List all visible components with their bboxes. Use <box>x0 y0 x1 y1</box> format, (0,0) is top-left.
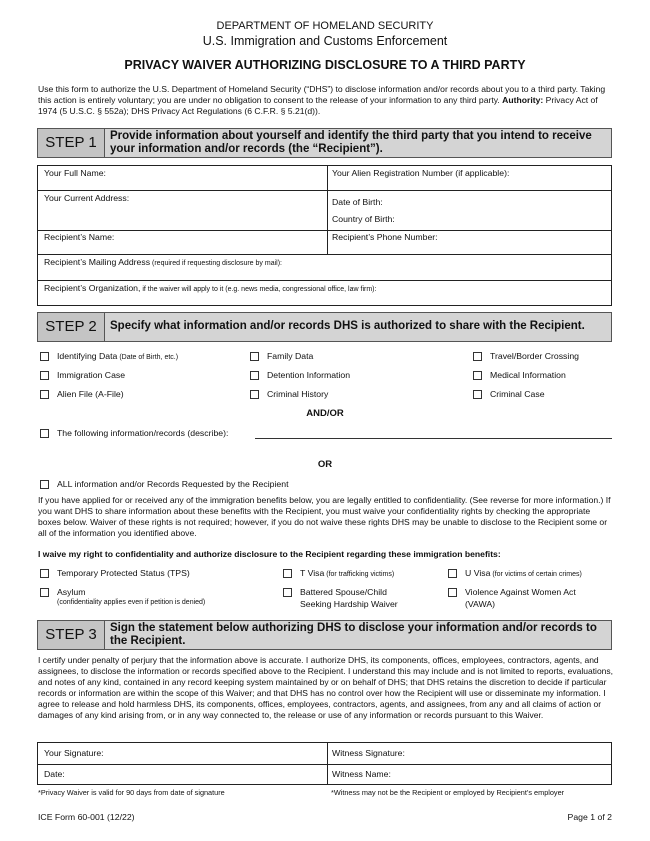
asylum-note: (confidentiality applies even if petition is denied) <box>57 599 206 606</box>
asylum-checkbox[interactable] <box>40 588 49 597</box>
describe-records-input[interactable] <box>255 438 612 439</box>
alien-number-field[interactable]: Your Alien Registration Number (if applicable): <box>332 168 510 178</box>
travel-border-label: Travel/Border Crossing <box>490 351 579 361</box>
medical-info-label: Medical Information <box>490 370 566 380</box>
family-data-checkbox[interactable] <box>250 352 259 361</box>
u-visa-checkbox[interactable] <box>448 569 457 578</box>
step3-number: STEP 3 <box>38 621 105 649</box>
criminal-case-label: Criminal Case <box>490 389 545 399</box>
asylum-label: Asylum <box>57 587 86 597</box>
and-or-separator: AND/OR <box>306 408 344 419</box>
describe-records-label: The following information/records (describe): <box>57 428 229 438</box>
medical-info-checkbox[interactable] <box>473 371 482 380</box>
t-visa-label: T Visa (for trafficking victims) <box>300 568 395 578</box>
full-name-field[interactable]: Your Full Name: <box>44 168 106 178</box>
alien-file-checkbox[interactable] <box>40 390 49 399</box>
battered-spouse-checkbox[interactable] <box>283 588 292 597</box>
organization-field[interactable]: Recipient’s Organization, if the waiver will apply to it (e.g. news media, congressional office, law firm): <box>44 283 377 293</box>
dob-field[interactable]: Date of Birth: <box>332 197 383 207</box>
step2-header <box>37 312 612 342</box>
u-visa-label: U Visa (for victims of certain crimes) <box>465 568 582 578</box>
intro-paragraph: Use this form to authorize the U.S. Department of Homeland Security (“DHS”) to disclose information and/or records about you to a third party. Taking this action is entirely voluntary; you are under no obligation to consent to the release of your information to any third party. Authority: Privacy Act of 1974 (5 U.S.C. § 552a); DHS Privacy Act Regulations (6 C.F.R. § 5.21(d)). <box>38 84 606 116</box>
agency-name: U.S. Immigration and Customs Enforcement <box>202 34 448 48</box>
validity-note: *Privacy Waiver is valid for 90 days from date of signature <box>38 788 225 797</box>
witness-note: *Witness may not be the Recipient or employed by Recipient’s employer <box>331 788 565 797</box>
step3-header <box>37 620 612 650</box>
page-number: Page 1 of 2 <box>567 812 612 822</box>
date-field[interactable]: Date: <box>44 769 65 779</box>
witness-name-field[interactable]: Witness Name: <box>332 769 391 779</box>
detention-info-checkbox[interactable] <box>250 371 259 380</box>
vawa-label: Violence Against Women Act <box>465 587 576 597</box>
travel-border-checkbox[interactable] <box>473 352 482 361</box>
step3-instruction: Sign the statement below authorizing DHS to disclose your information and/or records to the Recipient. <box>110 622 597 647</box>
battered-spouse-label: Battered Spouse/Child <box>300 587 387 597</box>
detention-info-label: Detention Information <box>267 370 351 380</box>
signature-table <box>37 742 612 785</box>
all-records-checkbox[interactable] <box>40 480 49 489</box>
recipient-name-field[interactable]: Recipient’s Name: <box>44 232 115 242</box>
certification-paragraph: I certify under penalty of perjury that the information above is accurate. I authorize DHS, its components, offices, employees, contractors, agents, and assignees, to disclose the information or records specified above to the Recipient. I understand this may include and is not limited to reports, evaluations, and notes of any kind, contained in any record keeping system maintained by or on behalf of DHS; that DHS retains the discretion to decide if particular records or information are within the scope of this Waiver; and that DHS has no control over how the Recipient will use or disseminate my information. I agree to release and hold harmless DHS, its components, offices, employees, contractors, agents, and assignees, from any and all claims of action or damages of any kind arising from, or in any way connected to, the release or use of any information or records pursuant to this Waiver. <box>38 655 614 720</box>
criminal-history-label: Criminal History <box>267 389 329 399</box>
step1-instruction: Provide information about yourself and identify the third party that you intend to receive your information and/or records (the “Recipient”). <box>110 130 592 155</box>
country-of-birth-field[interactable]: Country of Birth: <box>332 214 395 224</box>
step1-fields <box>37 165 612 306</box>
step2-instruction: Specify what information and/or records DHS is authorized to share with the Recipient. <box>110 320 585 332</box>
all-records-label: ALL information and/or Records Requested by the Recipient <box>57 479 289 489</box>
tps-label: Temporary Protected Status (TPS) <box>57 568 190 578</box>
family-data-label: Family Data <box>267 351 314 361</box>
immigration-case-label: Immigration Case <box>57 370 126 380</box>
waive-heading: I waive my right to confidentiality and authorize disclosure to the Recipient regarding these immigration benefits: <box>38 549 501 559</box>
immigration-case-checkbox[interactable] <box>40 371 49 380</box>
alien-file-label: Alien File (A-File) <box>57 389 124 399</box>
identifying-data-checkbox[interactable] <box>40 352 49 361</box>
criminal-case-checkbox[interactable] <box>473 390 482 399</box>
department-name: DEPARTMENT OF HOMELAND SECURITY <box>216 20 434 32</box>
vawa-abbrev-label: (VAWA) <box>465 599 496 609</box>
vawa-checkbox[interactable] <box>448 588 457 597</box>
step2-number: STEP 2 <box>38 313 105 341</box>
step1-number: STEP 1 <box>38 129 105 157</box>
or-separator: OR <box>317 459 333 470</box>
witness-signature-field[interactable]: Witness Signature: <box>332 748 405 758</box>
identifying-data-label: Identifying Data (Date of Birth, etc.) <box>57 351 179 361</box>
criminal-history-checkbox[interactable] <box>250 390 259 399</box>
step1-header <box>37 128 612 158</box>
form-number: ICE Form 60-001 (12/22) <box>38 812 135 822</box>
tps-checkbox[interactable] <box>40 569 49 578</box>
t-visa-checkbox[interactable] <box>283 569 292 578</box>
your-signature-field[interactable]: Your Signature: <box>44 748 104 758</box>
recipient-phone-field[interactable]: Recipient’s Phone Number: <box>332 232 438 242</box>
describe-records-checkbox[interactable] <box>40 429 49 438</box>
hardship-waiver-label: Seeking Hardship Waiver <box>300 599 398 609</box>
form-title: PRIVACY WAIVER AUTHORIZING DISCLOSURE TO A THIRD PARTY <box>124 58 526 72</box>
confidentiality-paragraph: If you have applied for or received any of the immigration benefits below, you are legally entitled to confidentiality. (See reverse for more information.) If you want DHS to share information about these benefits with the Recipient, you must waive your confidentiality rights by checking the appropriate boxes below. Waiver of these rights is not required; however, if you do not waive these rights DHS may be unable to disclose to the Recipient some or all of the information you identified above. <box>38 495 611 538</box>
mailing-address-field[interactable]: Recipient’s Mailing Address (required if requesting disclosure by mail): <box>44 257 282 267</box>
address-field[interactable]: Your Current Address: <box>44 193 130 203</box>
